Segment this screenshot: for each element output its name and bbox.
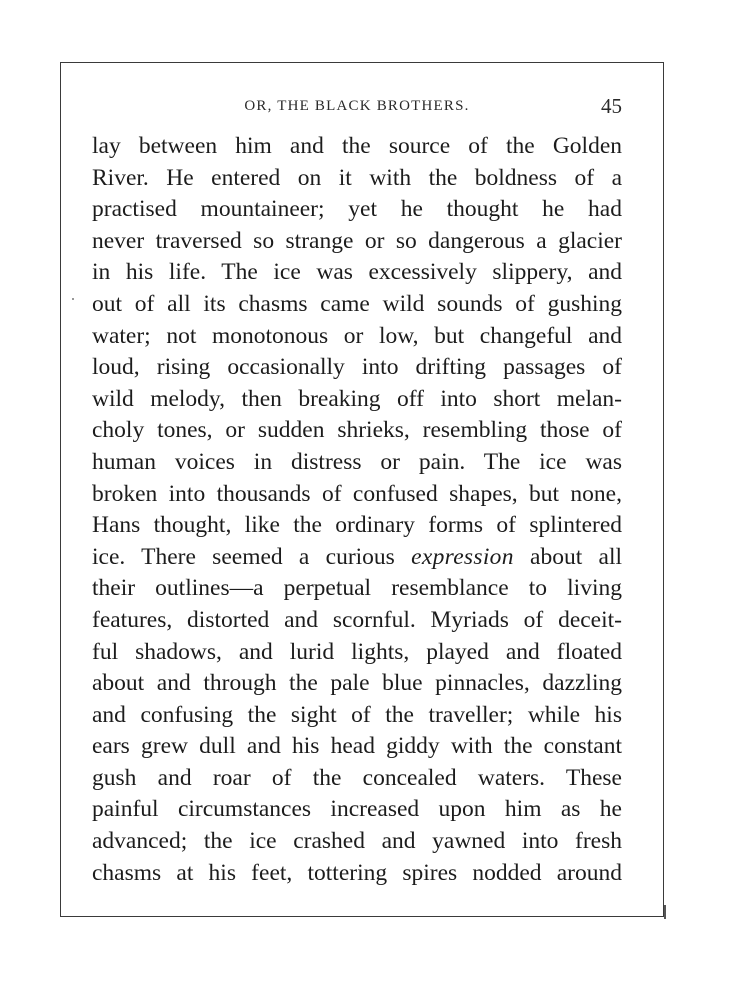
text-line: about and through the pale blue pinnacles, dazzling [92,670,622,697]
text-line: chasms at his feet, tottering spires nodded around [92,859,622,886]
text-line: their outlines—a perpetual resemblance to living [92,575,622,602]
text-line: ful shadows, and lurid lights, played and floated [92,638,622,665]
text-line-with-italic [92,542,622,574]
text-line: water; not monotonous or low, but changeful and [92,322,622,349]
text-line: human voices in distress or pain. The ice was [92,448,622,475]
text-line: broken into thousands of confused shapes, but none, [92,480,622,507]
text-line: practised mountaineer; yet he thought he had [92,196,622,223]
text-line: out of all its chasms came wild sounds of gushing [92,290,622,317]
text-line: Hans thought, like the ordinary forms of splintered [92,512,622,539]
page-header [92,90,622,124]
text-line: painful circumstances increased upon him as he [92,796,622,823]
text-line: gush and roar of the concealed waters. These [92,764,622,791]
running-title: OR, THE BLACK BROTHERS. [244,98,470,114]
text-line: loud, rising occasionally into drifting passages of [92,354,622,381]
text-line: River. He entered on it with the boldness of a [92,164,622,191]
text-line: wild melody, then breaking off into short melan- [92,385,622,412]
body-text [92,131,622,889]
text-line: lay between him and the source of the Golden [92,133,622,159]
text-line: ears grew dull and his head giddy with the constant [92,733,622,760]
italic-word: expression [411,543,514,570]
text-line: advanced; the ice crashed and yawned into fresh [92,828,622,855]
text-line: features, distorted and scornful. Myriads of deceit- [92,606,622,633]
text-line: choly tones, or sudden shrieks, resembling those of [92,417,622,444]
print-speck [72,298,74,300]
page-number: 45 [601,94,622,118]
text-line: and confusing the sight of the traveller; while his [92,701,622,728]
border-shadow [664,905,666,919]
text-line: in his life. The ice was excessively slippery, and [92,259,622,286]
line-lead: ice. There seemed a curious [92,543,395,570]
text-line: never traversed so strange or so dangerous a glacier [92,227,622,254]
line-tail: about all [530,543,623,570]
